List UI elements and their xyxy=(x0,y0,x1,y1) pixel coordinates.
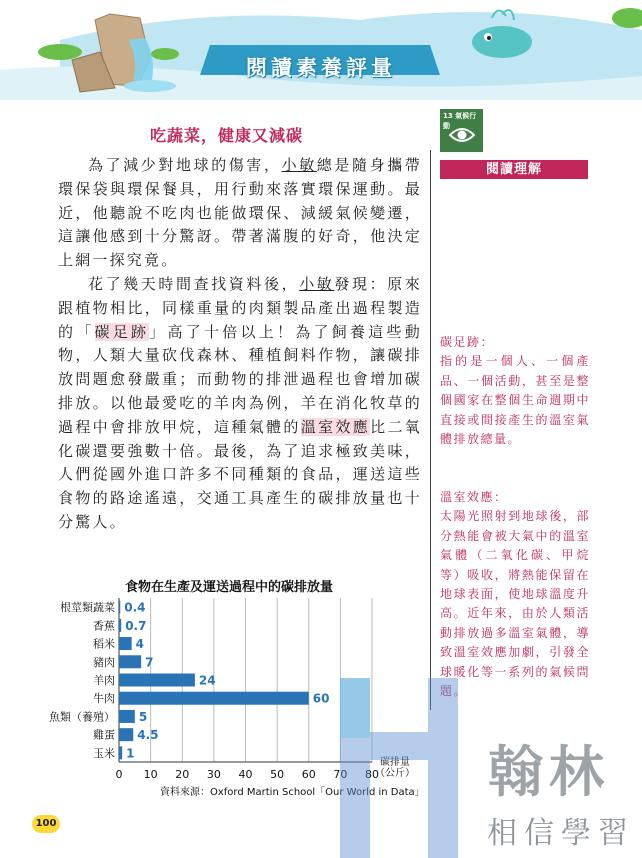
chart-category-label: 豬肉 xyxy=(93,655,115,669)
chart-category-label: 根莖類蔬菜 xyxy=(60,601,115,615)
chart-value-label: 0.4 xyxy=(124,600,146,615)
note-carbon-footprint: 碳足跡： 指的是一個人、一個產品、一個活動，甚至是整個國家在整個生命週期中直接或間接產生的溫室氣體排放總量。 xyxy=(440,335,590,447)
sdg-climate-badge: 13 氣候行動 xyxy=(440,109,483,152)
chart-x-tick-label: 20 xyxy=(175,768,190,781)
chart-category-label: 魚類（養殖） xyxy=(49,710,115,724)
chart-category-label: 稻米 xyxy=(93,637,115,651)
chart-category-label: 羊肉 xyxy=(93,674,115,687)
chart-category-label: 香蕉 xyxy=(93,619,115,633)
chart-value-label: 7 xyxy=(145,655,154,670)
watermark-slogan: 相信學習 xyxy=(487,816,635,851)
paragraph-1: 為了減少對地球的傷害，小敏總是隨身攜帶環保袋與環保餐具，用行動來落實環保運動。最近，他聽說不吃肉也能做環保、減緩氣候變遷，這讓他感到十分驚訝。帶著滿腹的好奇，他決定上網一探究竟。 xyxy=(58,156,422,270)
chart-value-label: 1 xyxy=(126,746,135,761)
page-number: 100 xyxy=(32,815,60,833)
chart-x-tick-label: 50 xyxy=(270,768,285,781)
chart-x-tick-label: 10 xyxy=(143,768,158,781)
chart-value-label: 24 xyxy=(198,673,216,688)
chart-title: 食物在生產及運送過程中的碳排放量 xyxy=(125,580,334,595)
chart-category-label: 雞蛋 xyxy=(93,728,115,742)
chart-source: 資料來源：Oxford Martin School「Our World in Data」 xyxy=(160,787,425,798)
reading-comprehension-tab: 閱讀理解 xyxy=(440,160,588,179)
page-section-title: 閱讀素養評量 xyxy=(246,56,396,80)
chart-value-label: 4.5 xyxy=(137,728,159,743)
chart-category-label: 牛肉 xyxy=(93,692,115,706)
term-greenhouse-effect: 溫室效應 xyxy=(300,417,371,436)
person-name: 小敏 xyxy=(281,156,317,174)
chart-x-tick-label: 30 xyxy=(206,768,221,781)
chart-category-label: 玉米 xyxy=(93,746,115,760)
chart-value-label: 60 xyxy=(312,691,330,706)
chart-x-tick-label: 80 xyxy=(365,768,379,781)
chart-x-tick-label: 60 xyxy=(301,768,316,781)
paragraph-2: 花了幾天時間查找資料後，小敏發現：原來跟植物相比，同樣重量的肉類製品產出過程製造的「碳足跡」高了十倍以上！為了飼養這些動物，人類大量砍伐森林、種植飼料作物，讓碳排放問題愈發嚴重；而動物的排泄過程也會增加碳排放。以他最愛吃的羊肉為例，羊在消化牧草的過程中會排放甲烷，這種氣體的溫室效應比二氧化碳還要強數十倍。最後，為了追求極致美味，人們從國外進口許多不同種類的食品，運送這些食物的路途遙遠，交通工具產生的碳排放量也十分驚人。 xyxy=(58,274,422,531)
chart-x-tick-label: 70 xyxy=(333,768,348,781)
chart-x-tick-label: 40 xyxy=(238,768,253,781)
note-greenhouse-effect: 溫室效應： 太陽光照射到地球後，部分熱能會被大氣中的溫室氣體（二氧化碳、甲烷等）吸收，將熱能保留在地球表面，使地球溫度升高。近年來，由於人類活動排放過多溫室氣體，導致溫室效應加劇，引發全球暖化等一系列的氣候問題。 xyxy=(440,490,590,699)
chart-value-label: 5 xyxy=(138,709,148,724)
watermark-brand: 翰林 xyxy=(488,740,611,804)
term-carbon-footprint: 碳足跡 xyxy=(94,322,150,341)
person-name: 小敏 xyxy=(299,274,335,293)
chart-value-label: 0.7 xyxy=(125,618,147,633)
article-title: 吃蔬菜，健康又減碳 xyxy=(150,126,304,145)
chart-x-tick-label: 0 xyxy=(115,768,123,781)
chart-x-axis-label: 碳排量（公斤） xyxy=(375,757,415,779)
chart-value-label: 4 xyxy=(135,637,145,652)
